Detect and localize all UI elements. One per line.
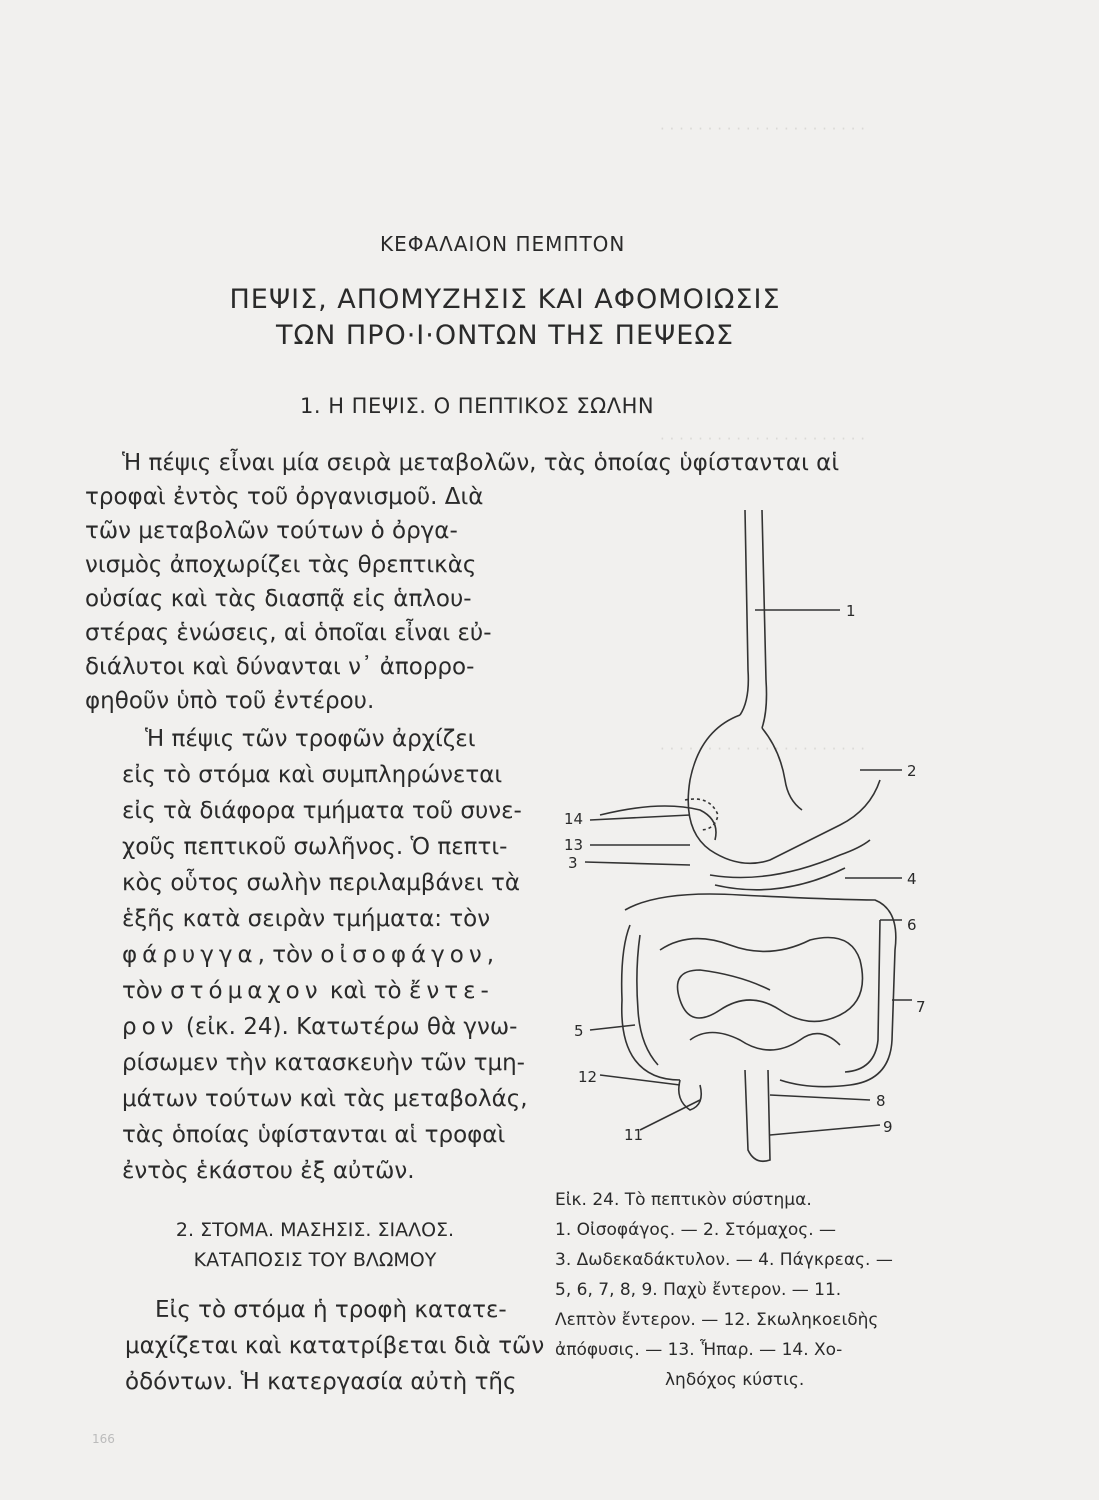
spaced-term-stomach: στόμαχον bbox=[170, 978, 323, 1004]
text-run: καὶ τὸ bbox=[322, 978, 409, 1004]
figure-label-stomach: 2 bbox=[907, 762, 917, 780]
pancreas-outline bbox=[710, 840, 870, 878]
paragraph-line: νισμὸς ἀποχωρίζει τὰς θρεπτικὰς bbox=[85, 552, 477, 578]
paragraph-line: Εἰς τὸ στόμα ἡ τροφὴ κατατε- bbox=[155, 1297, 507, 1323]
paragraph-line: μάτων τούτων καὶ τὰς μεταβολάς, bbox=[122, 1086, 528, 1112]
paragraph-line: στέρας ἑνώσεις, αἱ ὁποῖαι εἶναι εὐ- bbox=[85, 620, 492, 646]
figure-label-colon-7: 7 bbox=[916, 998, 926, 1016]
paragraph-line: τὰς ὁποίας ὑφίστανται αἱ τροφαὶ bbox=[122, 1122, 506, 1148]
paragraph-line: ρίσωμεν τὴν κατασκευὴν τῶν τμη- bbox=[122, 1050, 525, 1076]
paragraph-line bbox=[122, 938, 494, 972]
paragraph-line: φηθοῦν ὑπὸ τοῦ ἐντέρου. bbox=[85, 688, 375, 714]
chapter-heading: ΚΕΦΑΛΑΙΟΝ ΠΕΜΠΤΟΝ bbox=[380, 232, 626, 256]
large-intestine-outline bbox=[637, 935, 658, 1065]
text-run: , bbox=[486, 942, 495, 968]
paragraph-line: Ἡ πέψις εἶναι μία σειρὰ μεταβολῶν, τὰς ὁποίας ὑφίστανται αἱ bbox=[122, 450, 840, 476]
paragraph-line: εἰς τὸ στόμα καὶ συμπληρώνεται bbox=[122, 762, 503, 788]
paragraph-line: οὐσίας καὶ τὰς διασπᾷ εἰς ἁπλου- bbox=[85, 586, 472, 612]
leader-line bbox=[640, 1100, 700, 1130]
chapter-title-line-1: ΠΕΨΙΣ, ΑΠΟΜΥΖΗΣΙΣ ΚΑΙ ΑΦΟΜΟΙΩΣΙΣ bbox=[229, 284, 781, 315]
stomach-outline bbox=[688, 715, 880, 863]
esophagus-outline bbox=[740, 510, 748, 715]
figure-caption bbox=[555, 1185, 945, 1395]
bleed-through-text: · · · · · · · · · · · · · · · · · · · · · · bbox=[660, 430, 866, 448]
pancreas-outline bbox=[715, 868, 845, 890]
leader-line bbox=[590, 815, 690, 820]
caption-line: 1. Οἰσοφάγος. — 2. Στόμαχος. — bbox=[555, 1220, 837, 1240]
caption-line: ληδόχος κύστις. bbox=[665, 1370, 805, 1390]
paragraph-line: χοῦς πεπτικοῦ σωλῆνος. Ὁ πεπτι- bbox=[122, 834, 508, 860]
paragraph-line bbox=[122, 974, 494, 1008]
paragraph-line: τῶν μεταβολῶν τούτων ὁ ὀργα- bbox=[85, 518, 458, 544]
small-intestine-outline bbox=[690, 1033, 840, 1051]
large-intestine-outline bbox=[845, 920, 880, 1072]
bleed-through-text: · · · · · · · · · · · · · · · · · · · · · · bbox=[660, 740, 866, 758]
paragraph-line bbox=[122, 1010, 517, 1044]
paragraph-line: κὸς οὗτος σωλὴν περιλαμβάνει τὰ bbox=[122, 870, 521, 896]
figure-label-duodenum: 3 bbox=[568, 854, 578, 872]
paragraph-line: μαχίζεται καὶ κατατρίβεται διὰ τῶν bbox=[125, 1333, 545, 1359]
paragraph-line: Ἡ πέψις τῶν τροφῶν ἀρχίζει bbox=[145, 726, 476, 752]
spaced-term-esophagus: οἰσοφάγον bbox=[320, 942, 487, 968]
text-run: τὸν bbox=[122, 978, 171, 1004]
section-heading-1: 1. Η ΠΕΨΙΣ. Ο ΠΕΠΤΙΚΟΣ ΣΩΛΗΝ bbox=[300, 394, 655, 418]
caption-line: Λεπτὸν ἔντερον. — 12. Σκωληκοειδὴς bbox=[555, 1310, 879, 1330]
section-heading-2-line: ΚΑΤΑΠΟΣΙΣ ΤΟΥ ΒΛΩΜΟΥ bbox=[193, 1249, 437, 1271]
liver-outline bbox=[600, 806, 716, 840]
paragraph-line: ἑξῆς κατὰ σειρὰν τμήματα: τὸν bbox=[122, 906, 491, 932]
leader-line bbox=[600, 1075, 680, 1085]
stomach-outline bbox=[762, 728, 802, 810]
figure-label-appendix: 12 bbox=[578, 1068, 598, 1086]
text-run: , τὸν bbox=[257, 942, 321, 968]
large-intestine-outline bbox=[625, 894, 896, 1087]
rectum-outline bbox=[745, 1070, 770, 1161]
figure-label-small-intestine: 11 bbox=[624, 1126, 644, 1144]
spaced-term-intestine-end: ρον bbox=[122, 1014, 179, 1040]
paragraph-line: τροφαὶ ἐντὸς τοῦ ὀργανισμοῦ. Διὰ bbox=[85, 484, 484, 510]
figure-label-colon-8: 8 bbox=[876, 1092, 886, 1110]
paragraph-3 bbox=[125, 1292, 545, 1400]
paragraph-line: ὀδόντων. Ἡ κατεργασία αὐτὴ τῆς bbox=[125, 1369, 517, 1395]
leader-line bbox=[585, 862, 690, 865]
section-heading-2 bbox=[150, 1215, 480, 1275]
figure-label-esophagus: 1 bbox=[846, 602, 856, 620]
chapter-title-line-2: ΤΩΝ ΠΡΟ·Ι·ΟΝΤΩΝ ΤΗΣ ΠΕΨΕΩΣ bbox=[275, 320, 735, 351]
leader-line bbox=[770, 1125, 880, 1135]
figure-label-pancreas: 4 bbox=[907, 870, 917, 888]
esophagus-outline bbox=[762, 510, 767, 728]
small-intestine-outline bbox=[660, 938, 863, 1022]
bleed-through-text: · · · · · · · · · · · · · · · · · · · · · · bbox=[660, 120, 866, 138]
page-number: 166 bbox=[92, 1432, 115, 1446]
paragraph-line: εἰς τὰ διάφορα τμήματα τοῦ συνε- bbox=[122, 798, 522, 824]
caption-line: 5, 6, 7, 8, 9. Παχὺ ἔντερον. — 11. bbox=[555, 1280, 842, 1300]
leader-line bbox=[770, 1095, 870, 1100]
text-run: (εἰκ. 24). Κατωτέρω θὰ γνω- bbox=[178, 1014, 518, 1040]
figure-label-gallbladder: 14 bbox=[564, 810, 584, 828]
paragraph-line: ἐντὸς ἑκάστου ἐξ αὐτῶν. bbox=[122, 1158, 415, 1184]
spaced-term-intestine: ἔντε- bbox=[408, 978, 494, 1004]
figure-label-colon-5: 5 bbox=[574, 1022, 584, 1040]
caption-line: 3. Δωδεκαδάκτυλον. — 4. Πάγκρεας. — bbox=[555, 1250, 893, 1270]
digestive-system-figure bbox=[540, 480, 960, 1180]
spaced-term-pharynx: φάρυγγα bbox=[122, 942, 258, 968]
paragraph-line: διάλυτοι καὶ δύνανται ν᾿ ἀπορρο- bbox=[85, 654, 475, 680]
figure-label-colon-6: 6 bbox=[907, 916, 917, 934]
figure-label-liver: 13 bbox=[564, 836, 584, 854]
figure-label-rectum: 9 bbox=[883, 1118, 893, 1136]
section-heading-2-line: 2. ΣΤΟΜΑ. ΜΑΣΗΣΙΣ. ΣΙΑΛΟΣ. bbox=[175, 1219, 455, 1241]
caption-line: ἀπόφυσις. — 13. Ἧπαρ. — 14. Χο- bbox=[555, 1340, 843, 1360]
caption-line: Εἰκ. 24. Τὸ πεπτικὸν σύστημα. bbox=[555, 1190, 812, 1210]
leader-line bbox=[590, 1025, 635, 1030]
